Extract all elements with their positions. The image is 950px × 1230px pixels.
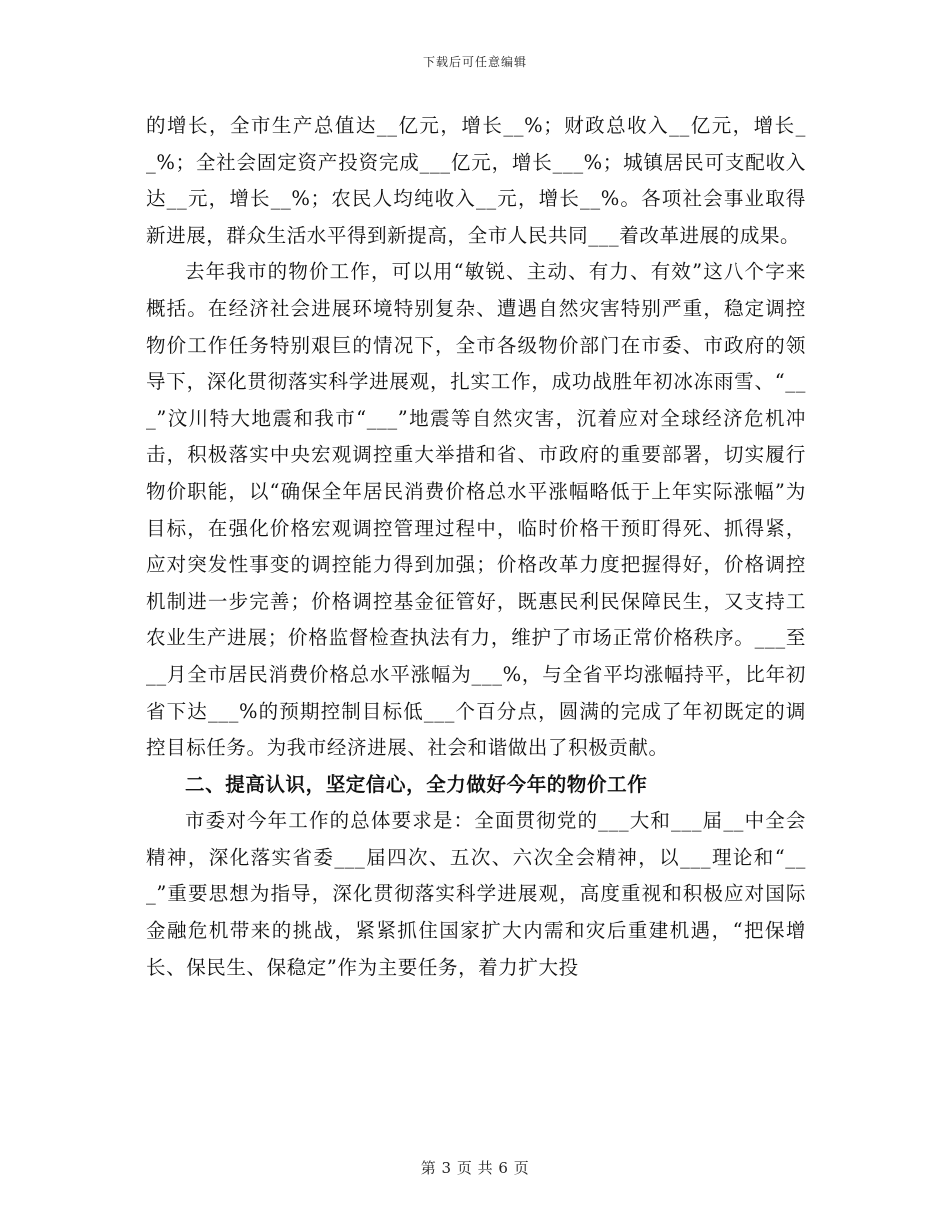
paragraph-3: 市委对今年工作的总体要求是：全面贯彻党的___大和___届__中全会精神，深化落实省委___届四次、五次、六次全会精神，以___理论和“___”重要思想为指导，深化贯彻落实科学进展观，高度重视和积极应对国际金融危机带来的挑战，紧紧抓住国家扩大内需和灾后重建机遇，“把保增长、保民生、保稳定”作为主要任务，着力扩大投 xyxy=(146,809,806,979)
document-body xyxy=(146,108,806,986)
page-header: 下载后可任意编辑 xyxy=(422,55,527,69)
page-footer: 第 3 页 共 6 页 xyxy=(420,1159,530,1177)
paragraph-1: 的增长，全市生产总值达__亿元，增长__%；财政总收入__亿元，增长__%；全社会固定资产投资完成___亿元，增长___%；城镇居民可支配收入达__元，增长__%；农民人均纯收入__元，增长__%。各项社会事业取得新进展，群众生活水平得到新提高，全市人民共同___着改革进展的成果。 xyxy=(146,114,806,247)
paragraph-2: 去年我市的物价工作，可以用“敏锐、主动、有力、有效”这八个字来概括。在经济社会进展环境特别复杂、遭遇自然灾害特别严重，稳定调控物价工作任务特别艰巨的情况下，全市各级物价部门在市委、市政府的领导下，深化贯彻落实科学进展观，扎实工作，成功战胜年初冰冻雨雪、“___”汶川特大地震和我市“___”地震等自然灾害，沉着应对全球经济危机冲击，积极落实中央宏观调控重大举措和省、市政府的重要部署，切实履行物价职能，以“确保全年居民消费价格总水平涨幅略低于上年实际涨幅”为目标，在强化价格宏观调控管理过程中，临时价格干预盯得死、抓得紧，应对突发性事变的调控能力得到加强；价格改革力度把握得好，价格调控机制进一步完善；价格调控基金征管好，既惠民利民保障民生，又支持工农业生产进展；价格监督检查执法有力，维护了市场正常价格秩序。___至__月全市居民消费价格总水平涨幅为___%，与全省平均涨幅持平，比年初省下达___%的预期控制目标低___个百分点，圆满的完成了年初既定的调控目标任务。为我市经济进展、社会和谐做出了积极贡献。 xyxy=(146,260,806,760)
section-heading: 二、提高认识，坚定信心，全力做好今年的物价工作 xyxy=(185,772,648,796)
